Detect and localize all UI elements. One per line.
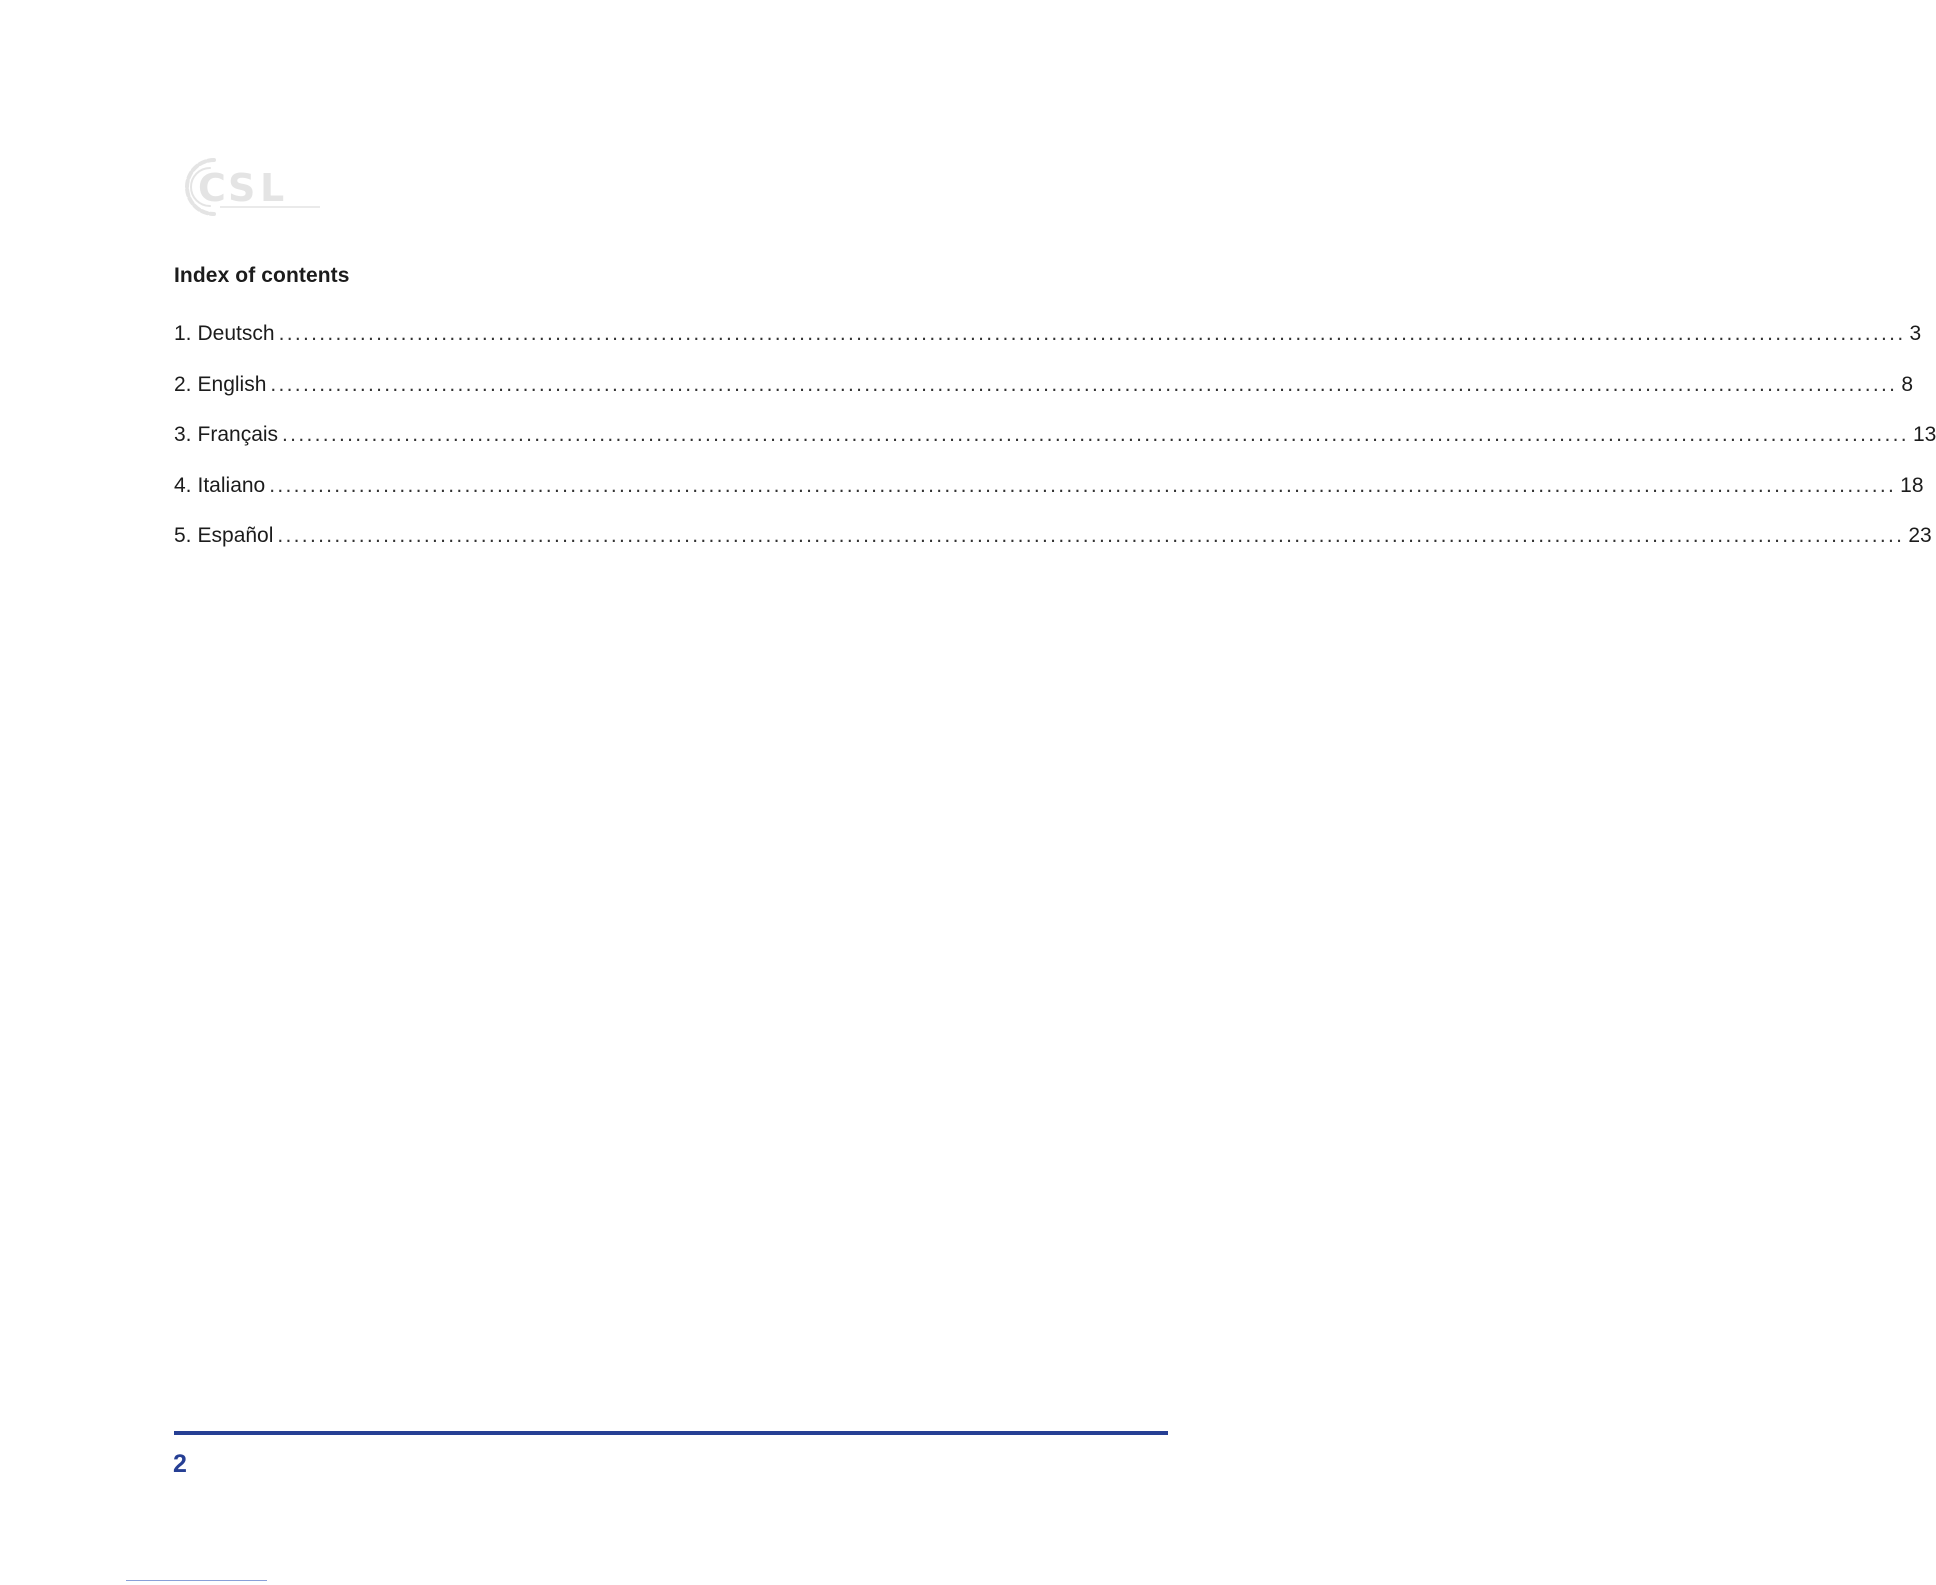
svg-text:C: C: [198, 166, 226, 210]
toc-title: Index of contents: [174, 264, 350, 287]
toc-entry-label: Italiano: [197, 473, 266, 497]
toc-entry-number: 3.: [174, 423, 192, 446]
toc-entry-page: 8: [1901, 372, 1913, 396]
svg-text:S: S: [228, 166, 256, 210]
toc-list: [174, 322, 1936, 575]
toc-leader-dots: ........................................................................................................................................................................................................: [277, 524, 1905, 547]
toc-entry-number: 2.: [174, 372, 192, 396]
toc-entry-label: English: [197, 372, 267, 396]
toc-entry-page: 13: [1912, 423, 1936, 446]
svg-text:L: L: [260, 166, 285, 210]
toc-entry-label: Deutsch: [197, 322, 275, 345]
toc-entry-page: 18: [1900, 473, 1924, 497]
toc-entry[interactable]: [174, 423, 1936, 474]
toc-entry-label: Español: [197, 524, 274, 547]
toc-entry[interactable]: [174, 473, 1924, 525]
csl-logo: [180, 150, 322, 224]
toc-leader-dots: ........................................................................................................................................................................................................: [282, 423, 1909, 446]
toc-entry[interactable]: [174, 322, 1922, 373]
toc-leader-dots: ........................................................................................................................................................................................................: [278, 322, 1906, 345]
toc-entry-number: 1.: [174, 322, 192, 345]
footer-divider: [174, 1431, 1168, 1435]
page-number: 2: [173, 1450, 187, 1478]
bottom-edge-line: [126, 1580, 267, 1581]
toc-entry[interactable]: [174, 524, 1932, 575]
toc-entry[interactable]: [174, 372, 1913, 424]
toc-leader-dots: ........................................................................................................................................................................................................: [270, 372, 1898, 396]
toc-entry-number: 4.: [174, 473, 192, 497]
toc-entry-page: 23: [1908, 524, 1932, 547]
toc-entry-page: 3: [1909, 322, 1922, 345]
toc-leader-dots: ........................................................................................................................................................................................................: [269, 473, 1897, 497]
toc-entry-number: 5.: [174, 524, 192, 547]
toc-entry-label: Français: [197, 423, 279, 446]
